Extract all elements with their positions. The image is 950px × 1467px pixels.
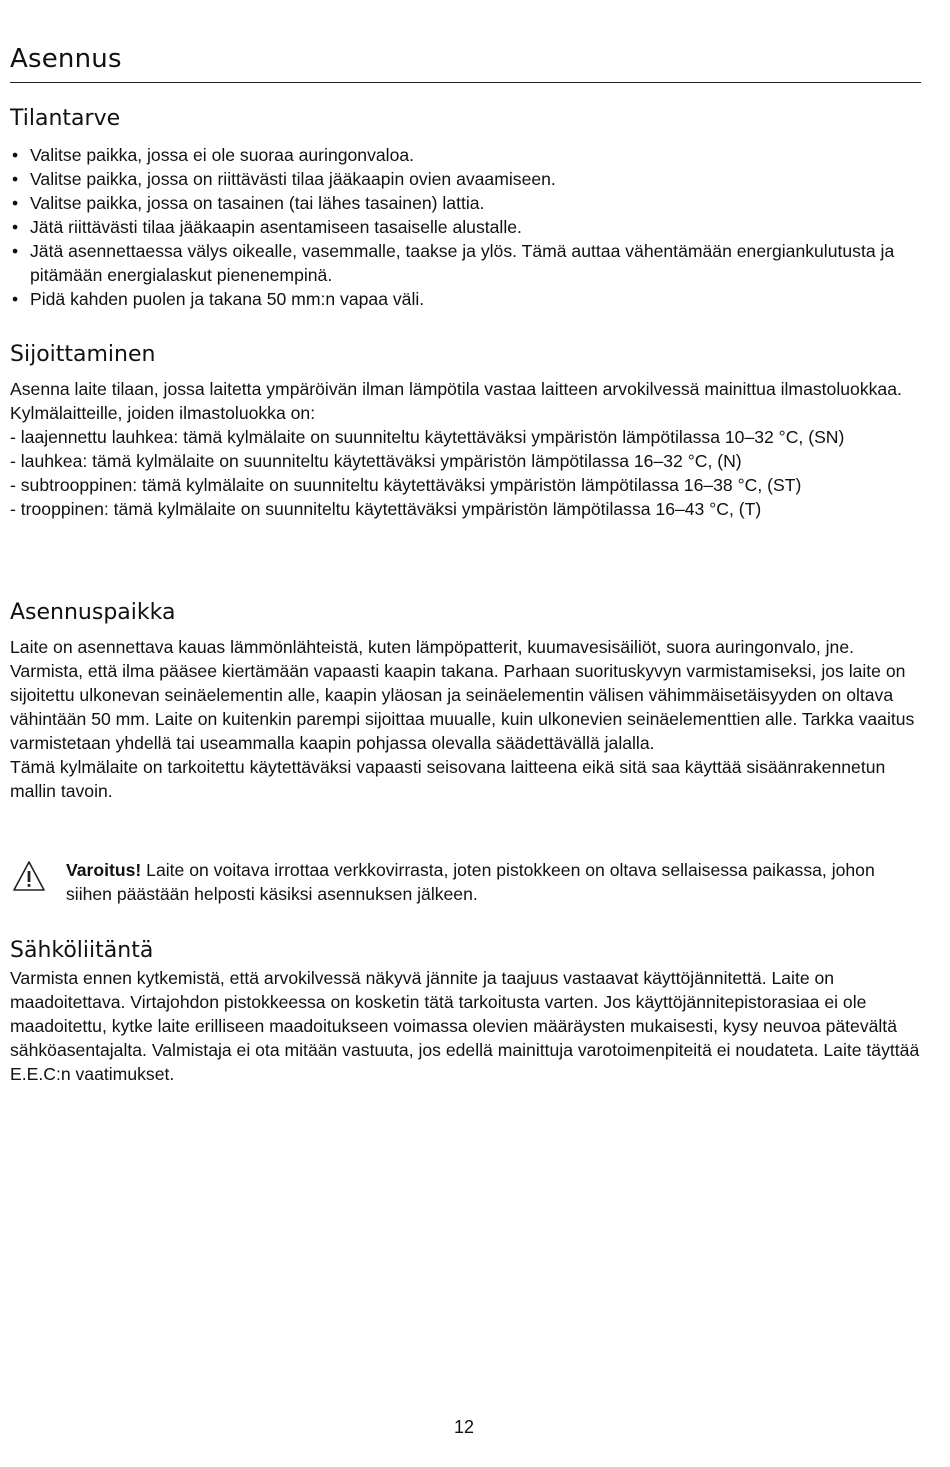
climate-class-sn: - laajennettu lauhkea: tämä kylmälaite on suunniteltu käytettäväksi ympäristön lämpötilassa 10–32 °C, (SN) [10, 427, 845, 447]
title-divider [10, 82, 921, 83]
page-number: 12 [453, 1417, 475, 1437]
list-item: • Jätä riittävästi tilaa jääkaapin asentamiseen tasaiselle alustalle. [10, 215, 922, 239]
page-title: Asennus [10, 44, 122, 74]
section-sahkoliitanta [10, 936, 922, 1086]
heading-tilantarve: Tilantarve [10, 106, 121, 131]
warning-triangle-icon [12, 860, 46, 892]
list-item: • Jätä asennettaessa välys oikealle, vasemmalle, taakse ja ylös. Tämä auttaa vähentämään energiankulutusta ja pitämään energialaskut pienenempinä. [10, 239, 922, 287]
warning-text [66, 858, 906, 906]
list-item: • Valitse paikka, jossa on tasainen (tai lähes tasainen) lattia. [10, 191, 922, 215]
heading-sahkoliitanta: Sähköliitäntä [10, 938, 154, 963]
section-sijoittaminen [10, 340, 922, 521]
placement-intro: Asenna laite tilaan, jossa laitetta ympäröivän ilman lämpötila vastaa laitteen arvokilvessä mainittua ilmastoluokkaa. Kylmälaitteille, joiden ilmastoluokka on: [10, 379, 902, 423]
climate-class-st: - subtrooppinen: tämä kylmälaite on suunniteltu käytettäväksi ympäristön lämpötilassa 16–38 °C, (ST) [10, 475, 802, 495]
list-item: • Pidä kahden puolen ja takana 50 mm:n vapaa väli. [10, 287, 922, 311]
warning-body: Laite on voitava irrottaa verkkovirrasta, joten pistokkeen on oltava sellaisessa paikassa, johon siihen päästään helposti käsiksi asennuksen jälkeen. [66, 860, 875, 904]
heading-asennuspaikka: Asennuspaikka [10, 600, 176, 625]
list-item: • Valitse paikka, jossa on riittävästi tilaa jääkaapin ovien avaamiseen. [10, 167, 922, 191]
section-tilantarve [10, 104, 922, 311]
warning-lead: Varoitus! [66, 860, 142, 880]
space-requirements-list [10, 143, 922, 311]
location-paragraph: Laite on asennettava kauas lämmönlähteistä, kuten lämpöpatterit, kuumavesisäiliöt, suora auringonvalo, jne. Varmista, että ilma pääsee kiertämään vapaasti kaapin takana. Parhaan suorituskyvyn varmistamiseksi, jos laite on sijoitettu ulkonevan seinäelementin alle, kaapin yläosan ja seinäelementin välisen vähimmäisetäisyyden on oltava vähintään 50 mm. Laite on kuitenkin parempi sijoittaa muualle, kuin ulkonevien seinäelementtien alle. Tarkka vaaitus varmistetaan yhdellä tai useammalla kaapin pohjassa olevalla säädettävällä jalalla. [10, 637, 915, 753]
list-item: • Valitse paikka, jossa ei ole suoraa auringonvaloa. [10, 143, 922, 167]
section-asennuspaikka [10, 598, 922, 803]
heading-sijoittaminen: Sijoittaminen [10, 342, 156, 367]
electrical-paragraph: Varmista ennen kytkemistä, että arvokilvessä näkyvä jännite ja taajuus vastaavat käyttöjännitettä. Laite on maadoitettava. Virtajohdon pistokkeessa on kosketin tätä tarkoitusta varten. Jos käyttöjännitepistorasiaa ei ole maadoitettu, kytke laite erilliseen maadoitukseen voimassa olevien määräysten mukaisesti, kysy neuvoa pätevältä sähköasentajalta. Valmistaja ei ota mitään vastuuta, jos edellä mainittuja varotoimenpiteitä ei noudateta. Laite täyttää E.E.C:n vaatimukset. [10, 968, 920, 1084]
climate-class-t: - trooppinen: tämä kylmälaite on suunniteltu käytettäväksi ympäristön lämpötilassa 16–43 °C, (T) [10, 499, 762, 519]
freestanding-paragraph: Tämä kylmälaite on tarkoitettu käytettäväksi vapaasti seisovana laitteena eikä sitä saa käyttää sisäänrakennetun mallin tavoin. [10, 757, 886, 801]
climate-class-n: - lauhkea: tämä kylmälaite on suunniteltu käytettäväksi ympäristön lämpötilassa 16–32 °C, (N) [10, 451, 742, 471]
